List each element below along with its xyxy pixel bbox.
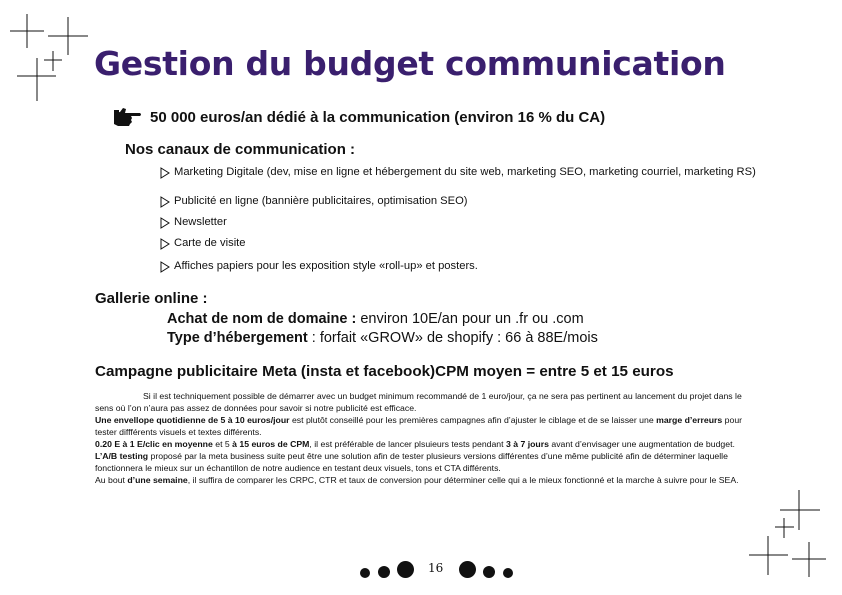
list-item bbox=[160, 195, 760, 216]
pointing-hand-icon bbox=[112, 106, 142, 128]
paragraph-text: avant d’envisager une augmentation de budget. bbox=[548, 439, 735, 449]
budget-highlight-text: 50 000 euros/an dédié à la communication (environ 16 % du CA) bbox=[150, 108, 606, 126]
dot-decoration bbox=[397, 561, 414, 578]
crosshair-decoration-bottom-right bbox=[740, 480, 840, 590]
domain-label: Achat de nom de domaine : bbox=[167, 311, 357, 327]
triangle-bullet-icon bbox=[160, 260, 174, 274]
channel-label: Newsletter bbox=[174, 216, 227, 228]
channel-label: Carte de visite bbox=[174, 237, 246, 249]
paragraph-text: est plutôt conseillé pour les premières campagnes afin d’ajuster le ciblage et de se laisser une bbox=[289, 415, 657, 425]
hosting-value: : forfait «GROW» de shopify : 66 à 88E/mois bbox=[307, 330, 598, 346]
paragraph-text: pour tester diffférents visuels et textes différents. bbox=[95, 415, 743, 437]
triangle-bullet-icon bbox=[160, 216, 174, 237]
paragraph-emphasis: 0.20 E à 1 E/clic en moyenne bbox=[95, 439, 213, 449]
domain-value: environ 10E/an pour un .fr ou .com bbox=[356, 311, 584, 327]
campaign-paragraph bbox=[95, 438, 757, 450]
triangle-bullet-icon bbox=[160, 237, 174, 260]
paragraph-emphasis: marge d’erreurs bbox=[656, 415, 723, 425]
paragraph-text: Au bout bbox=[95, 475, 128, 485]
budget-highlight bbox=[112, 106, 605, 128]
dot-decoration bbox=[378, 566, 390, 578]
list-item bbox=[160, 166, 760, 195]
dot-decoration bbox=[360, 568, 370, 578]
gallery-heading: Gallerie online : bbox=[95, 290, 208, 307]
campaign-paragraph bbox=[95, 450, 757, 474]
channel-label: Publicité en ligne (bannière publicitaires, optimisation SEO) bbox=[174, 195, 468, 207]
campaign-paragraph bbox=[95, 414, 757, 438]
triangle-bullet-icon bbox=[160, 166, 174, 195]
paragraph-text: , il est préférable de lancer plsuieurs tests pendant bbox=[309, 439, 506, 449]
campaign-paragraph bbox=[95, 390, 757, 414]
channels-heading: Nos canaux de communication : bbox=[125, 141, 356, 158]
paragraph-emphasis: à 15 euros de CPM bbox=[232, 439, 310, 449]
crosshair-decoration-top-left bbox=[0, 0, 100, 110]
domain-line bbox=[167, 311, 584, 327]
campaign-body bbox=[95, 390, 757, 486]
paragraph-emphasis: L’A/B testing bbox=[95, 451, 149, 461]
dot-decoration bbox=[459, 561, 476, 578]
paragraph-text: , il suffira de comparer les CRPC, CTR et taux de conversion pour déterminer celle qui a le mieux fonctionné et la marche à suivre pour le SEA. bbox=[187, 475, 739, 485]
paragraph-text: Si il est techniquement possible de démarrer avec un budget minimum recommandé de 1 euro/jour, ça ne sera pas pertinent au lancement du projet dans le sens où l’on n’aura pas assez de données pour savoir si notre publicité est efficace. bbox=[95, 391, 742, 413]
paragraph-emphasis: d’une semaine bbox=[127, 475, 188, 485]
page-footer bbox=[360, 558, 513, 578]
paragraph-emphasis: 3 à 7 jours bbox=[505, 439, 549, 449]
dot-decoration bbox=[503, 568, 513, 578]
triangle-bullet-icon bbox=[160, 195, 174, 216]
channel-label: Affiches papiers pour les exposition style «roll-up» et posters. bbox=[174, 260, 478, 272]
hosting-label: Type d’hébergement bbox=[167, 330, 308, 346]
paragraph-emphasis: Une envellope quotidienne de 5 à 10 euros/jour bbox=[95, 415, 290, 425]
dot-decoration bbox=[483, 566, 495, 578]
campaign-paragraph bbox=[95, 474, 757, 486]
list-item bbox=[160, 260, 760, 274]
paragraph-text: proposé par la meta business suite peut être une solution afin de tester plusieurs versions différentes d’une même publicité afin de déterminer laquelle fonctionnera le mieux sur un échantillon de notre audience en testant deux visuels, tons et CTA différents. bbox=[95, 451, 728, 473]
channels-list bbox=[160, 166, 760, 274]
page-title: Gestion du budget communication bbox=[94, 44, 726, 83]
list-item bbox=[160, 216, 760, 237]
hosting-line bbox=[167, 330, 598, 346]
paragraph-text: et 5 bbox=[212, 439, 233, 449]
campaign-heading: Campagne publicitaire Meta (insta et facebook)CPM moyen = entre 5 et 15 euros bbox=[95, 363, 674, 380]
page-number: 16 bbox=[428, 561, 444, 575]
list-item bbox=[160, 237, 760, 260]
channel-label: Marketing Digitale (dev, mise en ligne et hébergement du site web, marketing SEO, marketing courriel, marketing RS) bbox=[174, 166, 756, 178]
